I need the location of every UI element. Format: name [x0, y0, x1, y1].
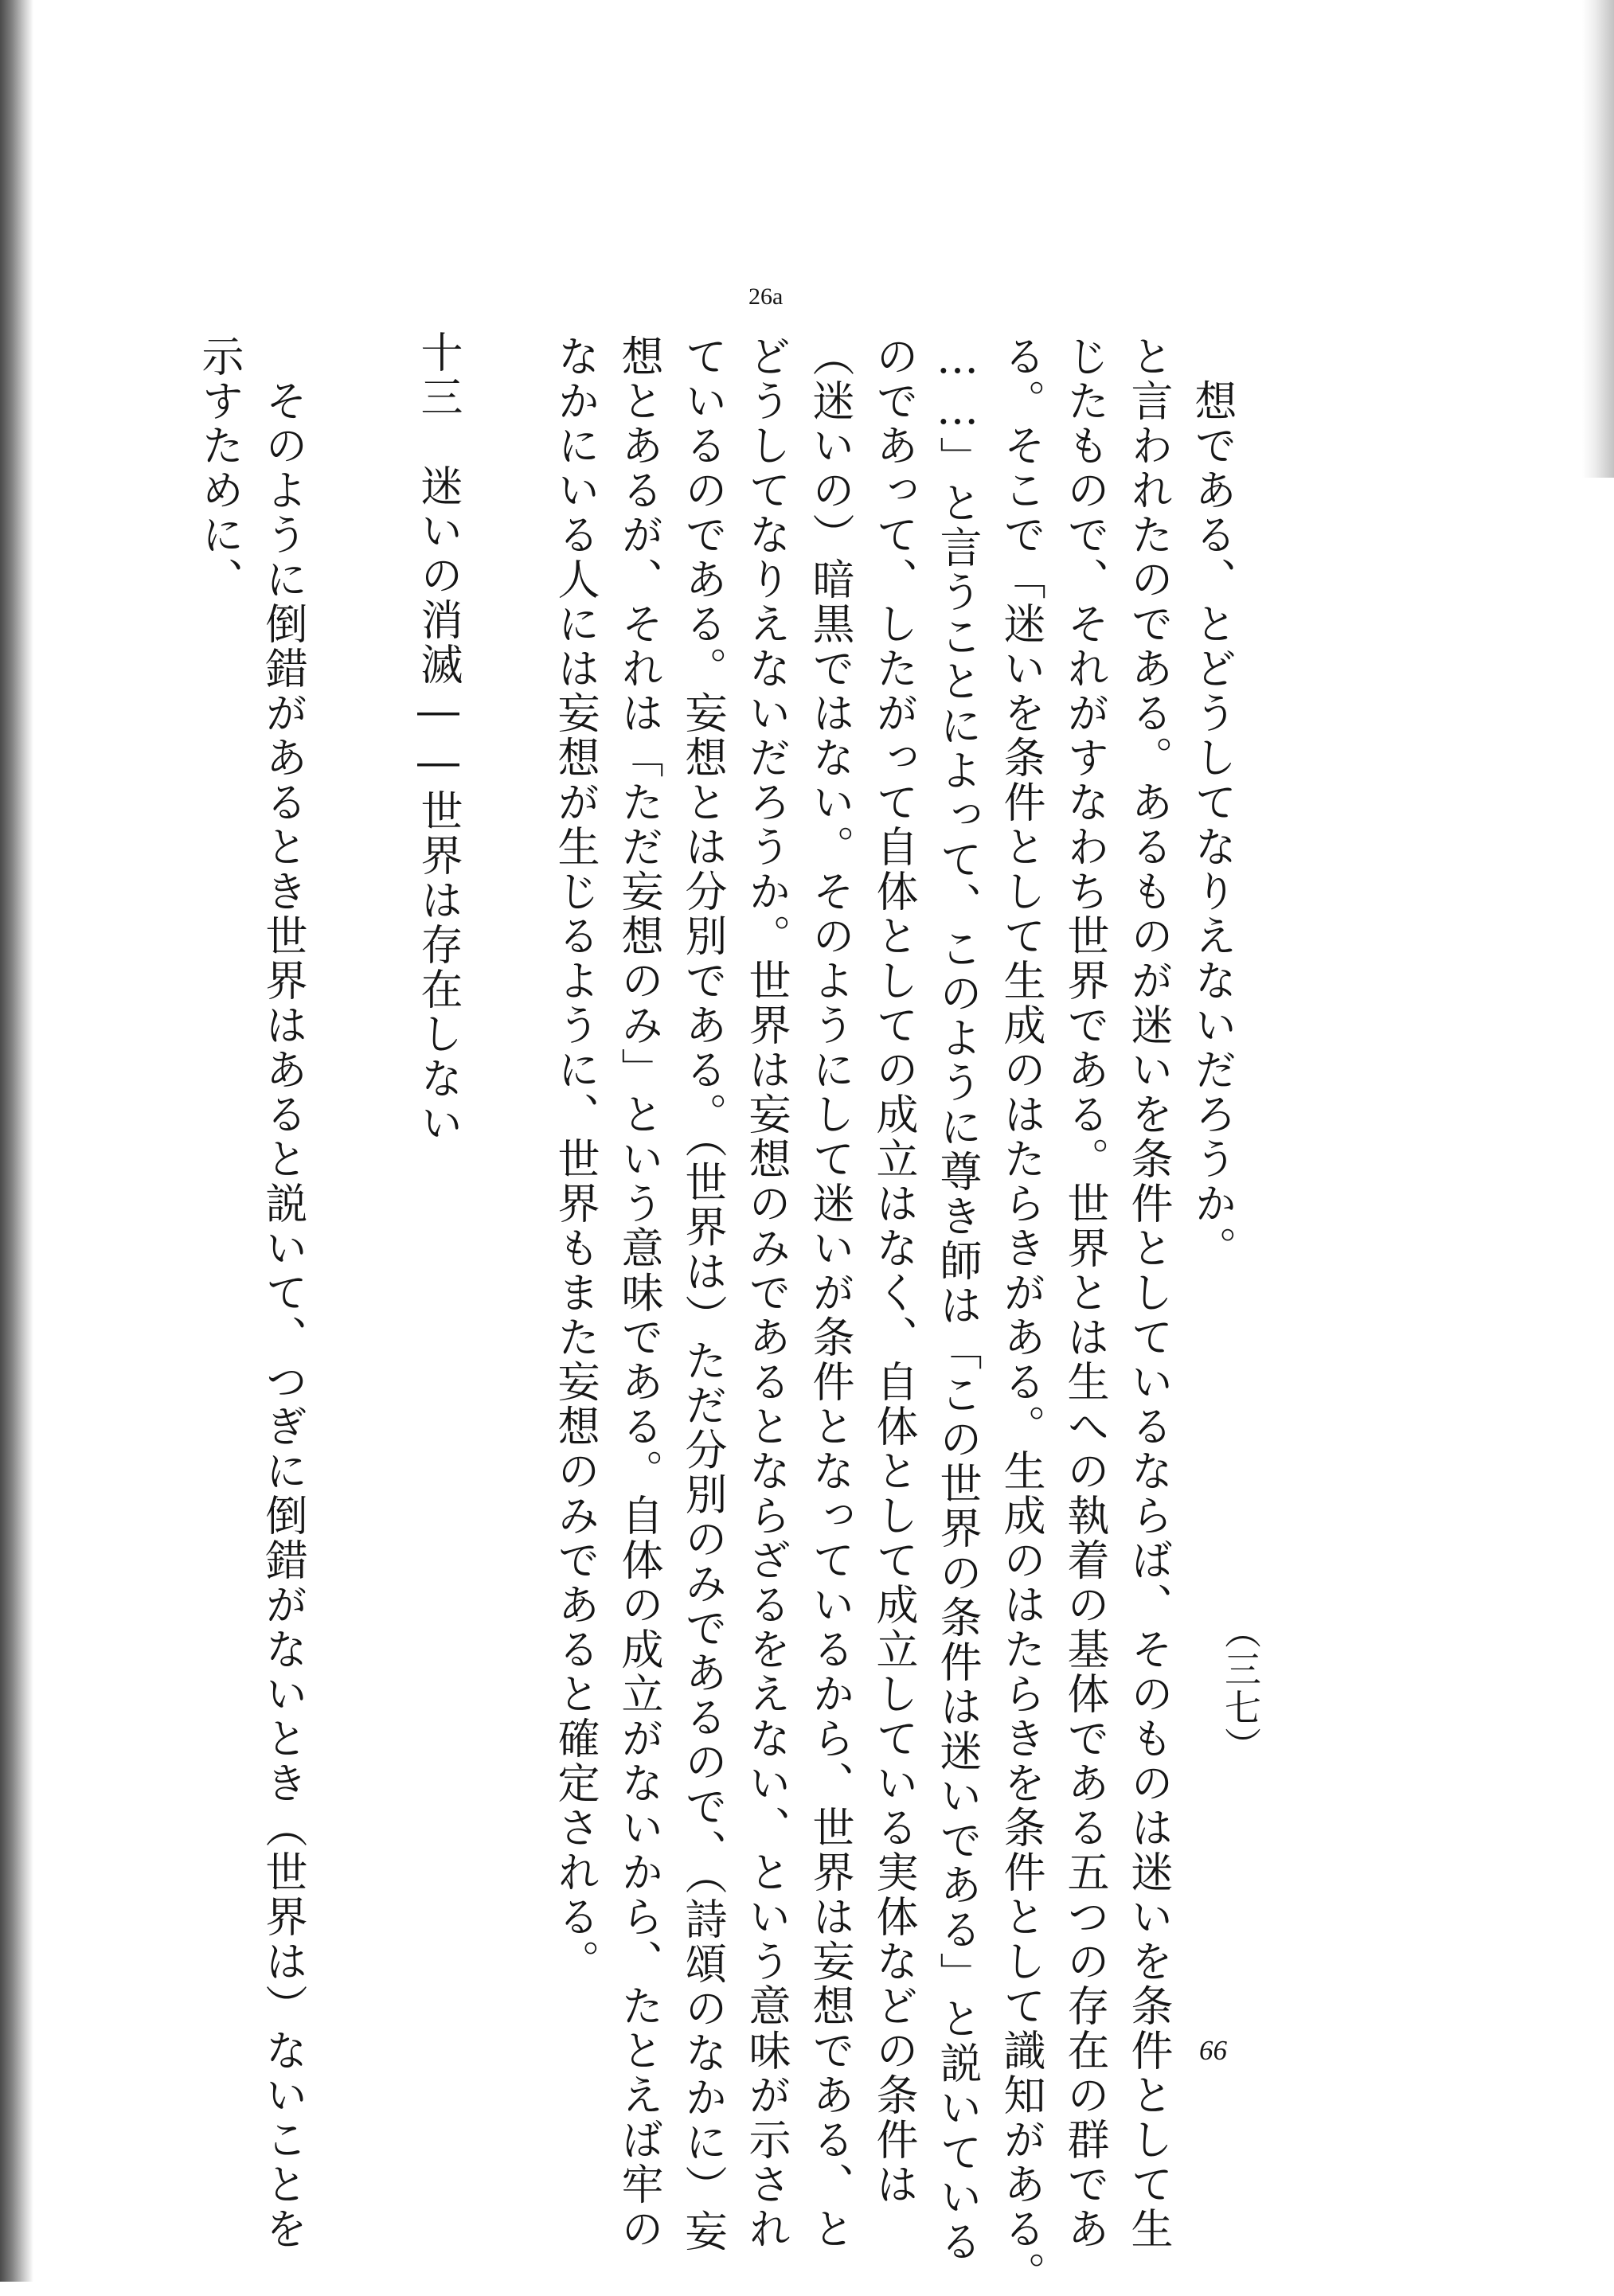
scan-shadow-left	[0, 0, 33, 2282]
page-number: 66	[1199, 2035, 1227, 2066]
text-line: （迷いの）暗黒ではない。そのようにして迷いが条件となっているから、世界は妄想である、と	[806, 334, 854, 2251]
text-line: ているのである。妄想とは分別である。（世界は）ただ分別のみであるので、（詩頌のなかに）妄	[678, 334, 727, 2254]
scan-shadow-right	[1582, 0, 1614, 478]
text-line: どうしてなりえないだろうか。世界は妄想のみであるとならざるをえない、という意味が示され	[742, 334, 791, 2251]
verse-reference-mark: （三七）	[1219, 1612, 1262, 1765]
scan-stamp: 26a	[748, 283, 784, 310]
section-heading: 十三 迷いの消滅――世界は存在しない	[414, 330, 463, 1146]
text-line: 示すために、	[195, 334, 244, 602]
text-line: 想である、とどうしてなりえないだろうか。	[1188, 334, 1237, 1271]
text-line: そのように倒錯があるとき世界はあると説いて、つぎに倒錯がないとき（世界は）ないことを	[259, 334, 307, 2251]
text-line: る。そこで「迷いを条件として生成のはたらきがある。生成のはたらきを条件として識知がある。	[997, 334, 1045, 2296]
text-line: と言われたのである。あるものが迷いを条件としているならば、そのものは迷いを条件として生	[1124, 334, 1173, 2251]
text-line: じたもので、それがすなわち世界である。世界とは生への執着の基体である五つの存在の群であ	[1061, 334, 1109, 2251]
text-line: 想とあるが、それは「ただ妄想のみ」という意味である。自体の成立がないから、たとえば牢の	[615, 334, 663, 2251]
text-line: なかにいる人には妄想が生じるように、世界もまた妄想のみであると確定される。	[551, 334, 600, 1984]
text-line: ……」と言うことによって、このように尊き師は「この世界の条件は迷いである」と説いている	[933, 334, 982, 2264]
text-line: のであって、したがって自体としての成立はなく、自体として成立している実体などの条件は	[870, 334, 918, 2207]
closing-text-block	[187, 334, 315, 2251]
